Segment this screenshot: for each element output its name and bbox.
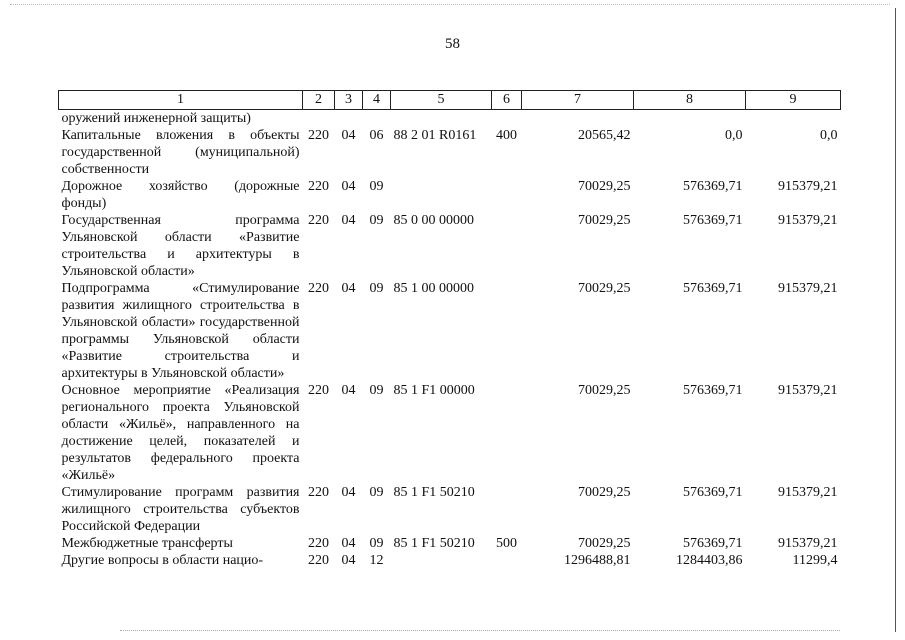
subsection-code: 09 xyxy=(369,383,384,398)
table-row xyxy=(59,127,841,178)
header-col-2: 2 xyxy=(303,91,335,110)
amount-year-2: 576369,71 xyxy=(683,281,743,296)
ministry-code: 220 xyxy=(308,536,329,551)
amount-year-3: 915379,21 xyxy=(778,485,838,500)
table-row xyxy=(59,110,841,128)
target-article: 85 1 00 00000 xyxy=(393,281,474,296)
amount-year-1: 70029,25 xyxy=(578,383,631,398)
subsection-code: 09 xyxy=(369,536,384,551)
ministry-code: 220 xyxy=(308,485,329,500)
amount-year-2: 576369,71 xyxy=(683,179,743,194)
ministry-code: 220 xyxy=(308,553,329,568)
amount-year-1: 70029,25 xyxy=(578,485,631,500)
header-col-7: 7 xyxy=(522,91,634,110)
target-article: 85 1 F1 00000 xyxy=(393,383,475,398)
amount-year-1: 1296488,81 xyxy=(564,553,631,568)
section-code: 04 xyxy=(341,553,356,568)
amount-year-1: 70029,25 xyxy=(578,536,631,551)
expense-type xyxy=(492,382,522,484)
scan-edge-bottom xyxy=(120,630,840,632)
target-article: 85 0 00 00000 xyxy=(393,213,474,228)
header-col-4: 4 xyxy=(363,91,391,110)
subsection-code: 06 xyxy=(369,128,384,143)
header-row xyxy=(59,91,841,110)
section-code: 04 xyxy=(341,281,356,296)
table-row xyxy=(59,484,841,535)
row-name: Основное мероприятие «Реализация регионального проекта Ульяновской области «Жильё», направленного на достижение целей, показателей и результатов федерального проекта «Жильё» xyxy=(61,383,300,483)
section-code xyxy=(335,110,363,128)
amount-year-1: 70029,25 xyxy=(578,213,631,228)
ministry-code: 220 xyxy=(308,281,329,296)
amount-year-3: 11299,4 xyxy=(792,553,838,568)
header-col-5: 5 xyxy=(391,91,492,110)
amount-year-2 xyxy=(634,110,746,128)
header-col-6: 6 xyxy=(492,91,522,110)
expense-type xyxy=(492,178,522,212)
target-article xyxy=(391,552,492,569)
ministry-code: 220 xyxy=(308,213,329,228)
table-row xyxy=(59,212,841,280)
amount-year-2: 576369,71 xyxy=(683,383,743,398)
scan-edge-top xyxy=(10,4,890,6)
subsection-code: 09 xyxy=(369,485,384,500)
table-row xyxy=(59,535,841,552)
section-code: 04 xyxy=(341,536,356,551)
header-col-3: 3 xyxy=(335,91,363,110)
subsection-code xyxy=(363,110,391,128)
expense-type xyxy=(492,110,522,128)
page-number: 58 xyxy=(445,36,460,52)
subsection-code: 09 xyxy=(369,281,384,296)
budget-table xyxy=(58,90,841,569)
amount-year-1: 70029,25 xyxy=(578,281,631,296)
section-code: 04 xyxy=(341,383,356,398)
subsection-code: 12 xyxy=(369,553,384,568)
row-name: Капитальные вложения в объекты государственной (муниципальной) собственности xyxy=(61,128,300,177)
amount-year-3: 915379,21 xyxy=(778,536,838,551)
row-name: Другие вопросы в области нацио- xyxy=(61,553,264,568)
target-article: 85 1 F1 50210 xyxy=(393,536,475,551)
amount-year-2: 576369,71 xyxy=(683,536,743,551)
amount-year-3: 915379,21 xyxy=(778,179,838,194)
row-name: Дорожное хозяйство (дорожные фонды) xyxy=(61,179,300,211)
section-code: 04 xyxy=(341,485,356,500)
expense-type xyxy=(492,280,522,382)
expense-type: 500 xyxy=(496,536,517,551)
ministry-code xyxy=(303,110,335,128)
row-name: Подпрограмма «Стимулирование развития жилищного строительства в Ульяновской области» государственной программы Ульяновской области «Развитие строительства и архитектуры в Ульяновской области» xyxy=(61,281,300,381)
expense-type xyxy=(492,484,522,535)
amount-year-2: 576369,71 xyxy=(683,485,743,500)
row-name: Межбюджетные трансферты xyxy=(61,536,233,551)
row-name: Стимулирование программ развития жилищного строительства субъектов Российской Федерации xyxy=(61,485,300,534)
ministry-code: 220 xyxy=(308,383,329,398)
subsection-code: 09 xyxy=(369,179,384,194)
amount-year-1: 20565,42 xyxy=(578,128,631,143)
scan-edge-right xyxy=(895,8,896,632)
amount-year-3: 915379,21 xyxy=(778,281,838,296)
ministry-code: 220 xyxy=(308,179,329,194)
table-row xyxy=(59,280,841,382)
header-col-1: 1 xyxy=(59,91,303,110)
amount-year-3: 915379,21 xyxy=(778,213,838,228)
expense-type xyxy=(492,552,522,569)
expense-type: 400 xyxy=(496,128,517,143)
row-name: Государственная программа Ульяновской области «Развитие строительства и архитектуры в Ульяновской области» xyxy=(61,213,300,279)
section-code: 04 xyxy=(341,179,356,194)
amount-year-2: 1284403,86 xyxy=(676,553,743,568)
target-article: 85 1 F1 50210 xyxy=(393,485,475,500)
expense-type xyxy=(492,212,522,280)
amount-year-2: 0,0 xyxy=(725,128,743,143)
amount-year-3: 0,0 xyxy=(820,128,838,143)
target-article xyxy=(391,110,492,128)
table-body xyxy=(59,110,841,570)
table-row xyxy=(59,552,841,569)
section-code: 04 xyxy=(341,213,356,228)
subsection-code: 09 xyxy=(369,213,384,228)
section-code: 04 xyxy=(341,128,356,143)
amount-year-1 xyxy=(522,110,634,128)
ministry-code: 220 xyxy=(308,128,329,143)
header-col-9: 9 xyxy=(746,91,841,110)
table-header xyxy=(59,91,841,110)
amount-year-3: 915379,21 xyxy=(778,383,838,398)
target-article: 88 2 01 R0161 xyxy=(393,128,477,143)
header-col-8: 8 xyxy=(634,91,746,110)
target-article xyxy=(391,178,492,212)
amount-year-1: 70029,25 xyxy=(578,179,631,194)
amount-year-2: 576369,71 xyxy=(683,213,743,228)
row-name: оружений инженерной защиты) xyxy=(61,111,251,126)
table-row xyxy=(59,178,841,212)
amount-year-3 xyxy=(746,110,841,128)
table-row xyxy=(59,382,841,484)
